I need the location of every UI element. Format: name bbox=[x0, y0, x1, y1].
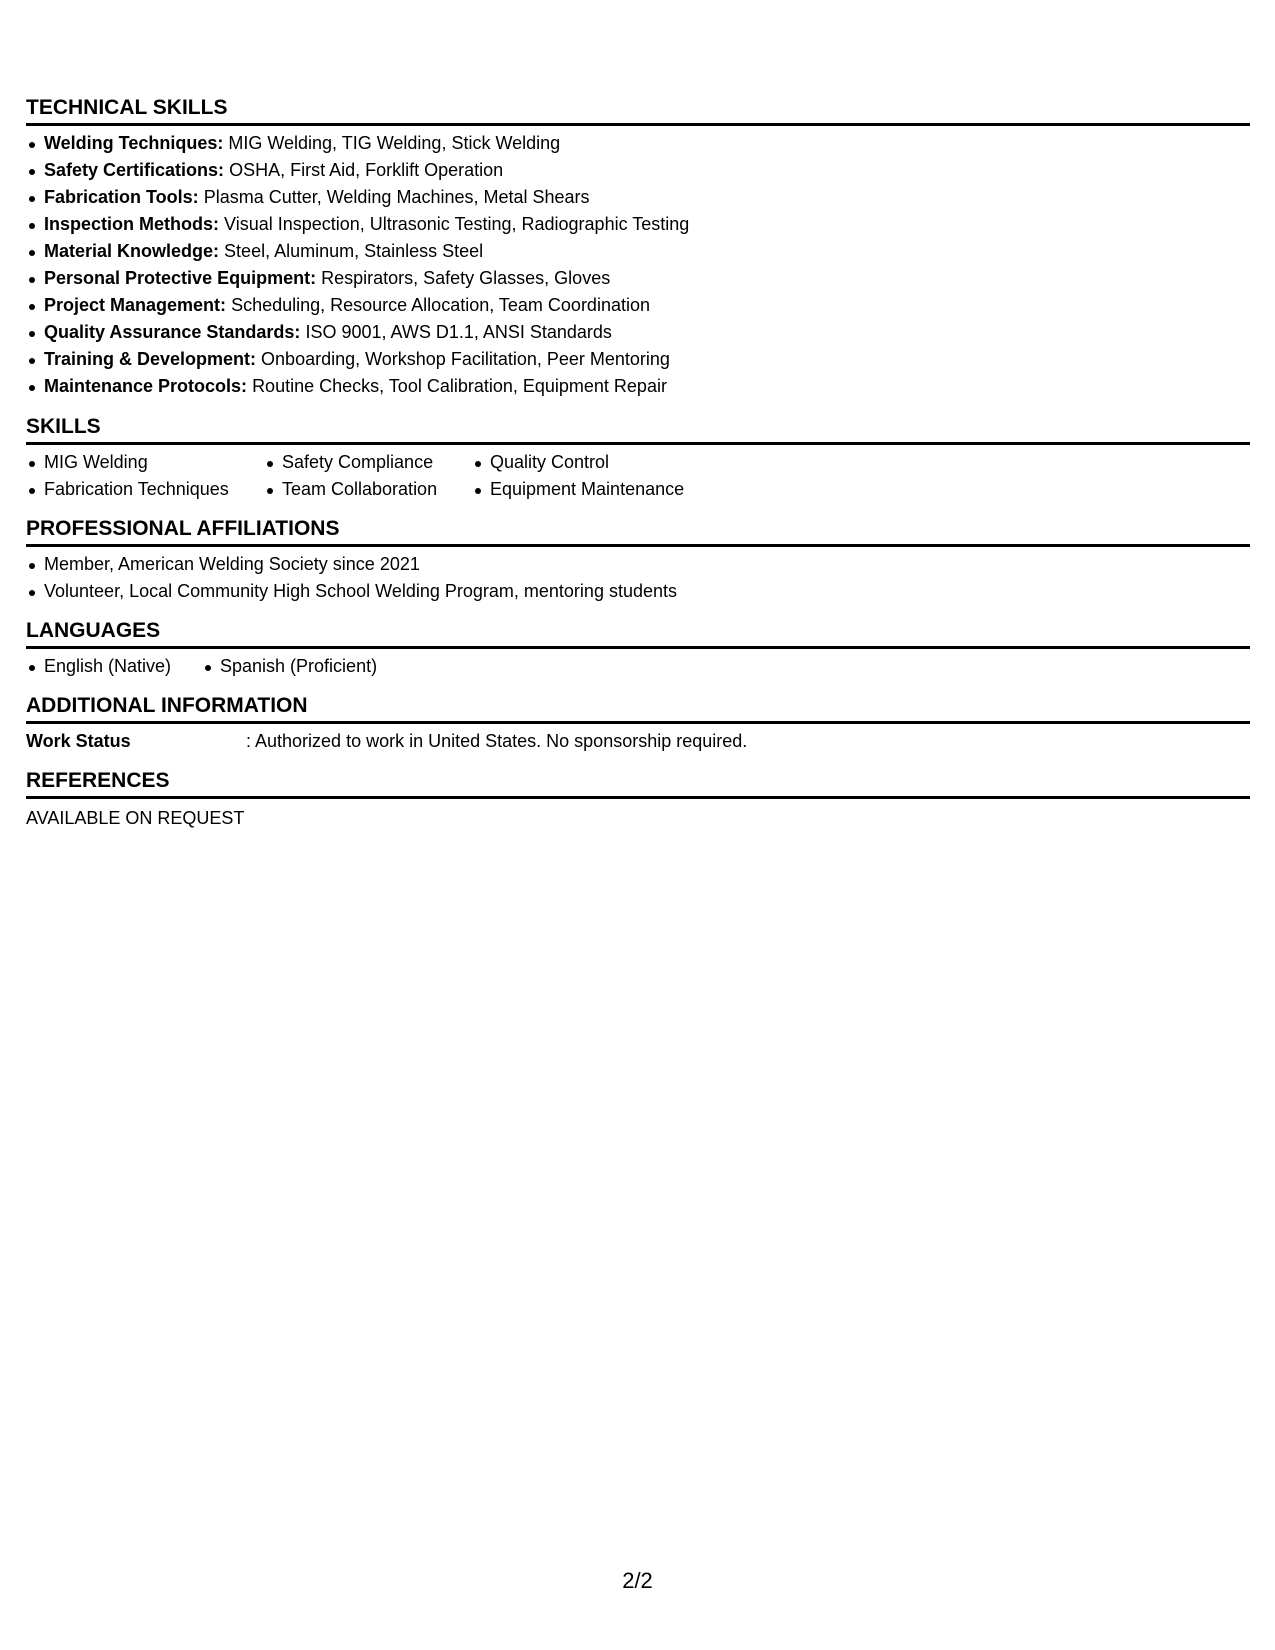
skill-item: Quality Control bbox=[472, 449, 712, 476]
skill-item: Team Collaboration bbox=[264, 476, 472, 503]
technical-skill-label: Training & Development: bbox=[44, 349, 257, 369]
technical-skill-value: Respirators, Safety Glasses, Gloves bbox=[321, 268, 611, 288]
affiliations-section bbox=[26, 517, 1250, 605]
technical-skill-value: Onboarding, Workshop Facilitation, Peer Mentoring bbox=[261, 349, 670, 369]
technical-skill-value: Visual Inspection, Ultrasonic Testing, Radiographic Testing bbox=[224, 214, 690, 234]
technical-skills-heading: TECHNICAL SKILLS bbox=[26, 96, 1250, 126]
skill-item: Equipment Maintenance bbox=[472, 476, 712, 503]
references-text: AVAILABLE ON REQUEST bbox=[26, 808, 245, 828]
technical-skill-label: Safety Certifications: bbox=[44, 160, 225, 180]
additional-info-section bbox=[26, 694, 1250, 755]
technical-skill-item bbox=[26, 238, 1250, 265]
technical-skill-value: Scheduling, Resource Allocation, Team Coordination bbox=[231, 295, 650, 315]
technical-skill-item bbox=[26, 265, 1250, 292]
language-item: Spanish (Proficient) bbox=[202, 653, 442, 680]
technical-skill-label: Fabrication Tools: bbox=[44, 187, 199, 207]
technical-skill-label: Maintenance Protocols: bbox=[44, 376, 248, 396]
languages-heading: LANGUAGES bbox=[26, 619, 1250, 649]
work-status-value: : Authorized to work in United States. No sponsorship required. bbox=[246, 731, 748, 751]
technical-skill-label: Quality Assurance Standards: bbox=[44, 322, 301, 342]
technical-skill-item bbox=[26, 373, 1250, 400]
technical-skill-label: Project Management: bbox=[44, 295, 227, 315]
references-section bbox=[26, 769, 1250, 832]
affiliations-heading: PROFESSIONAL AFFILIATIONS bbox=[26, 517, 1250, 547]
technical-skill-item bbox=[26, 130, 1250, 157]
language-item: English (Native) bbox=[26, 653, 202, 680]
languages-section bbox=[26, 619, 1250, 680]
technical-skill-value: OSHA, First Aid, Forklift Operation bbox=[229, 160, 504, 180]
skills-section bbox=[26, 415, 1250, 503]
technical-skill-value: ISO 9001, AWS D1.1, ANSI Standards bbox=[305, 322, 612, 342]
skill-item: Safety Compliance bbox=[264, 449, 472, 476]
skills-list bbox=[26, 449, 1250, 503]
technical-skill-value: Plasma Cutter, Welding Machines, Metal Shears bbox=[203, 187, 590, 207]
technical-skill-item bbox=[26, 184, 1250, 211]
technical-skill-label: Material Knowledge: bbox=[44, 241, 220, 261]
affiliation-item: Member, American Welding Society since 2021 bbox=[26, 551, 1250, 578]
affiliations-list bbox=[26, 551, 1250, 605]
languages-list bbox=[26, 653, 1250, 680]
technical-skill-item bbox=[26, 319, 1250, 346]
technical-skill-value: Steel, Aluminum, Stainless Steel bbox=[224, 241, 484, 261]
work-status-label: Work Status bbox=[26, 731, 131, 751]
work-status-row bbox=[26, 728, 1250, 755]
technical-skill-item bbox=[26, 292, 1250, 319]
page-number: 2/2 bbox=[622, 1568, 653, 1593]
technical-skill-label: Personal Protective Equipment: bbox=[44, 268, 317, 288]
skill-item: MIG Welding bbox=[26, 449, 264, 476]
skills-heading: SKILLS bbox=[26, 415, 1250, 445]
technical-skills-list bbox=[26, 130, 1250, 400]
resume-page bbox=[26, 96, 1250, 846]
additional-info-heading: ADDITIONAL INFORMATION bbox=[26, 694, 1250, 724]
technical-skill-label: Welding Techniques: bbox=[44, 133, 224, 153]
technical-skill-item bbox=[26, 211, 1250, 238]
technical-skill-value: Routine Checks, Tool Calibration, Equipment Repair bbox=[252, 376, 667, 396]
references-heading: REFERENCES bbox=[26, 769, 1250, 799]
technical-skills-section bbox=[26, 96, 1250, 400]
technical-skill-label: Inspection Methods: bbox=[44, 214, 219, 234]
affiliation-item: Volunteer, Local Community High School Welding Program, mentoring students bbox=[26, 578, 1250, 605]
technical-skill-item bbox=[26, 346, 1250, 373]
technical-skill-value: MIG Welding, TIG Welding, Stick Welding bbox=[228, 133, 561, 153]
technical-skill-item bbox=[26, 157, 1250, 184]
skill-item: Fabrication Techniques bbox=[26, 476, 264, 503]
